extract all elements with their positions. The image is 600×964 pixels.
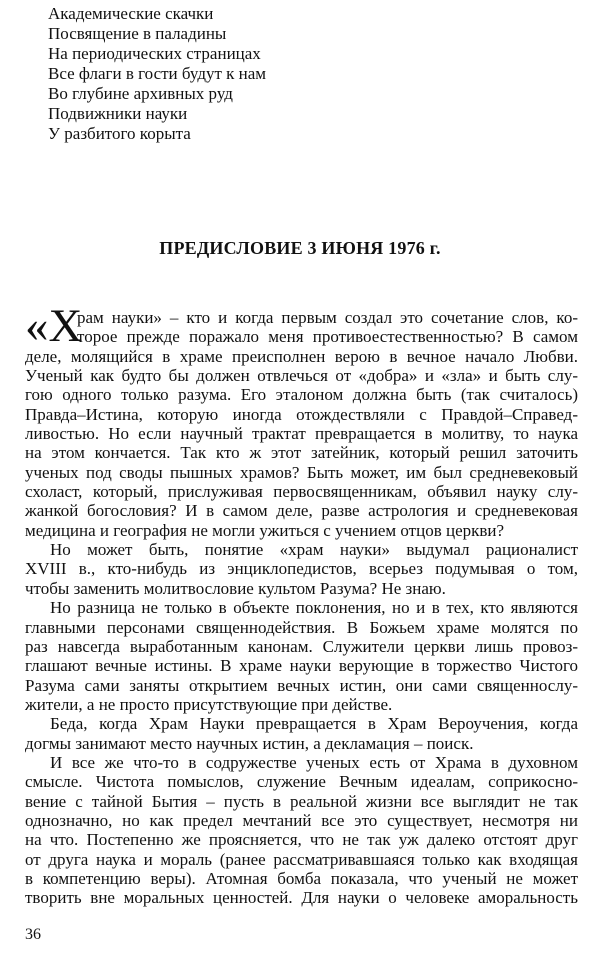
text-line: от друга наука и мораль (ранее рассматривавшаяся только как входящая [25,849,578,869]
text-line: чтобы заменить молитвословие культом Разума? Не знаю. [25,578,446,598]
text-line: рам науки» – кто и когда первым создал это сочетание слов, ко- [77,308,578,327]
contents-item: У разбитого корыта [48,124,191,143]
contents-item: На периодических страницах [48,44,261,63]
contents-item: Подвижники науки [48,104,188,123]
text-line: Ученый как будто бы должен отвлечься от «добра» и «зла» и быть слу- [25,366,578,386]
text-line: вение с тайной Бытия – пусть в реальной жизни все выглядит не так [25,791,578,811]
text-line: ливостью. Но если научный трактат превращается в молитву, то наука [25,424,578,444]
text-line: схоласт, который, прислуживая первосвященникам, объявил науку слу- [25,482,578,502]
text-line: однозначно, но как предел мечтаний все это существует, несмотря ни [25,810,578,830]
page-number: 36 [25,926,41,943]
contents-list [48,4,266,144]
text-line: гою одного только разума. Его эталоном должна быть (так считалось) [25,385,578,405]
text-line: медицина и география не могли ужиться с учением отцов церкви? [25,520,505,540]
text-line: на этом кончается. Так кто ж этот затейник, который решил заточить [25,443,578,463]
text-line: Беда, когда Храм Науки превращается в Храм Вероучения, когда [50,714,578,734]
drop-cap: «Х [25,300,83,352]
text-line: Правда–Истина, которую иногда отождествляли с Правдой–Справед- [25,404,578,424]
section-heading: ПРЕДИСЛОВИЕ 3 ИЮНЯ 1976 г. [159,238,441,258]
text-line: главными персонами священнодействия. В Божьем храме молятся по [25,617,578,637]
contents-item: Во глубине архивных руд [48,84,233,103]
contents-item: Посвящение в паладины [48,24,227,43]
text-line: торое прежде поражало меня противоестественностью? В самом [77,327,578,347]
text-line: глашают вечные истины. В храме науки верующие в торжество Чистого [25,656,578,676]
text-line: ученых под своды пышных храмов? Быть может, им был средневековый [25,462,578,482]
contents-item: Академические скачки [48,4,214,23]
text-line: догмы занимают место научных истин, а декламация – поиск. [25,733,474,753]
text-line: деле, молящийся в храме преисполнен верою в вечное начало Любви. [25,346,578,366]
text-line: Но может быть, понятие «храм науки» выдумал рационалист [50,540,578,560]
text-line: жители, а не просто присутствующие при действе. [25,694,393,714]
text-line: творить вне моральных ценностей. Для науки о человеке аморальность [25,888,578,908]
text-line: на что. Постепенно же проясняется, что не так уж далеко отстоят друг [25,830,578,850]
contents-item: Все флаги в гости будут к нам [48,64,267,83]
text-line: XVIII в., кто-нибудь из энциклопедистов, всерьез подумывая о том, [25,559,578,579]
text-line: Разума сами заняты открытием вечных истин, они сами священнослу- [25,675,578,695]
text-line: в компетенцию веры). Атомная бомба показала, что ученый не может [25,868,578,888]
text-line: раз навсегда выработанным канонам. Служители церкви лишь провоз- [25,636,578,656]
text-line: И все же что-то в содружестве ученых есть от Храма в духовном [50,752,578,772]
text-line: жанкой богословия? И в самом деле, разве астрология и средневековая [25,501,578,521]
text-line: смысле. Чистота помыслов, служение Вечным идеалам, соприкосно- [25,772,578,792]
text-line: Но разница не только в объекте поклонения, но и в тех, кто являются [50,598,578,618]
body-text [25,300,578,908]
